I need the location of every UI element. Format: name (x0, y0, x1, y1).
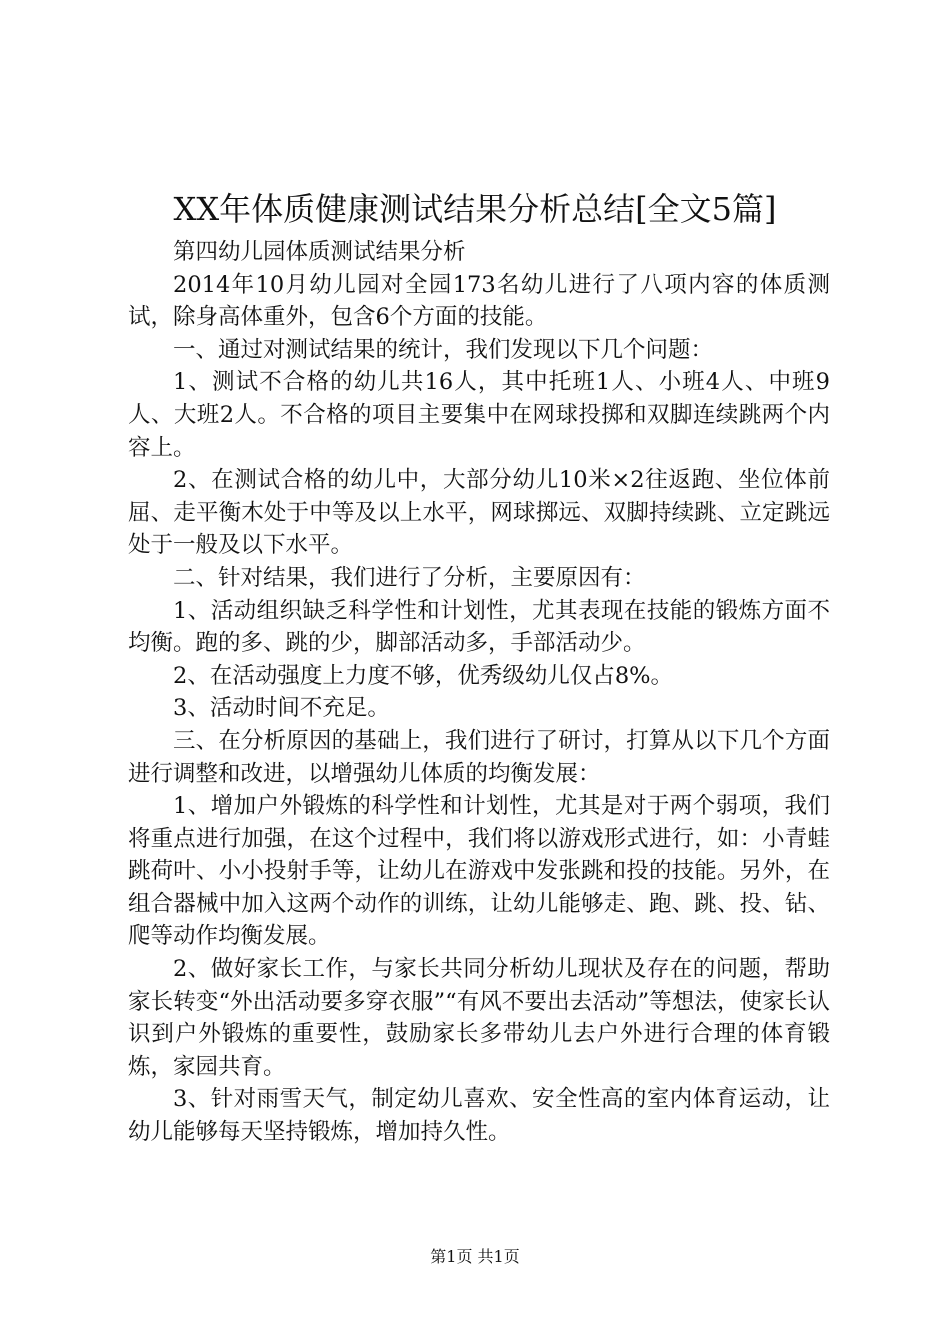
paragraph-section-2-item-2: 2、在活动强度上力度不够，优秀级幼儿仅占8%。 (173, 662, 674, 689)
paragraph-section-1-item-1: 1、测试不合格的幼儿共16人，其中托班1人、小班4人、中班9人、大班2人。不合格的项目主要集中在网球投掷和双脚连续跳两个内容上。 (128, 369, 830, 461)
paragraph-section-3-item-1: 1、增加户外锻炼的科学性和计划性，尤其是对于两个弱项，我们将重点进行加强，在这个过程中，我们将以游戏形式进行，如：小青蛙跳荷叶、小小投射手等，让幼儿在游戏中发张跳和投的技能。另外，在组合器械中加入这两个动作的训练，让幼儿能够走、跑、跳、投、钻、爬等动作均衡发展。 (128, 793, 830, 950)
paragraph-intro: 2014年10月幼儿园对全园173名幼儿进行了八项内容的体质测试，除身高体重外，包含6个方面的技能。 (128, 271, 830, 331)
document-title: XX年体质健康测试结果分析总结[全文5篇] (173, 190, 777, 228)
paragraph-section-2-heading: 二、针对结果，我们进行了分析，主要原因有： (173, 564, 646, 591)
paragraph-subtitle: 第四幼儿园体质测试结果分析 (173, 239, 466, 265)
paragraph-section-1-item-2: 2、在测试合格的幼儿中，大部分幼儿10米×2往返跑、坐位体前屈、走平衡木处于中等及以上水平，网球掷远、双脚持续跳、立定跳远处于一般及以下水平。 (128, 467, 830, 559)
paragraph-section-3-heading: 三、在分析原因的基础上，我们进行了研讨，打算从以下几个方面进行调整和改进，以增强幼儿体质的均衡发展： (128, 727, 830, 787)
page-footer: 第1页 共1页 (430, 1247, 520, 1266)
paragraph-section-2-item-1: 1、活动组织缺乏科学性和计划性，尤其表现在技能的锻炼方面不均衡。跑的多、跳的少，脚部活动多，手部活动少。 (128, 597, 830, 657)
document-body (128, 236, 830, 1149)
paragraph-section-2-item-3: 3、活动时间不充足。 (173, 695, 390, 722)
paragraph-section-3-item-2: 2、做好家长工作，与家长共同分析幼儿现状及存在的问题，帮助家长转变“外出活动要多穿衣服”“有风不要出去活动”等想法，使家长认识到户外锻炼的重要性，鼓励家长多带幼儿去户外进行合理的体育锻炼，家园共育。 (128, 956, 830, 1080)
paragraph-section-1-heading: 一、通过对测试结果的统计，我们发现以下几个问题： (173, 336, 714, 363)
paragraph-section-3-item-3: 3、针对雨雪天气，制定幼儿喜欢、安全性高的室内体育运动，让幼儿能够每天坚持锻炼，增加持久性。 (128, 1086, 830, 1146)
